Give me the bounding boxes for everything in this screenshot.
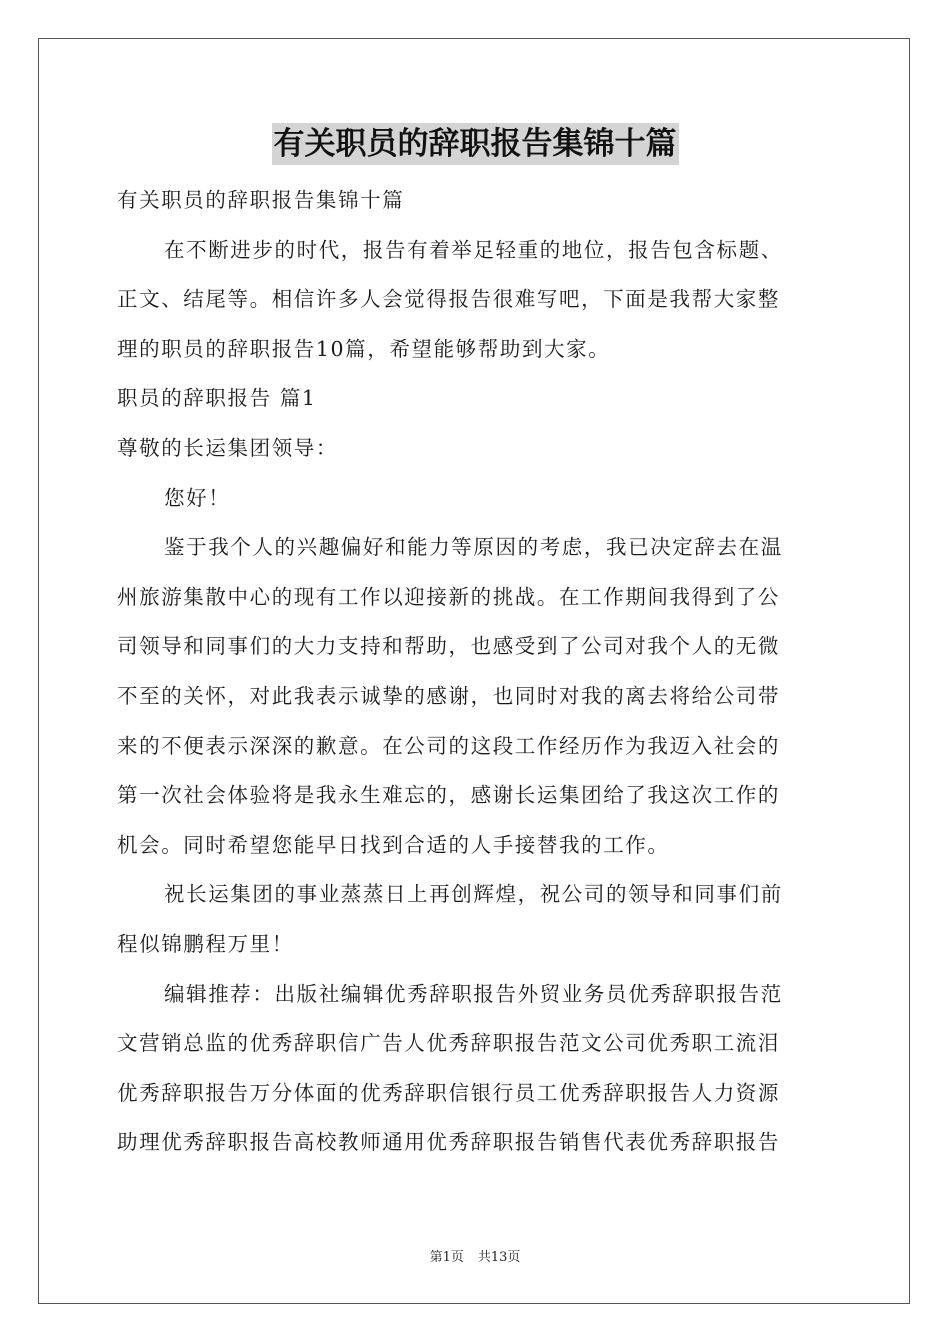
- document-body: [117, 176, 833, 1168]
- paragraph-line: 在不断进步的时代，报告有着举足轻重的地位，报告包含标题、: [164, 237, 783, 262]
- paragraph-line: 鉴于我个人的兴趣偏好和能力等原因的考虑，我已决定辞去在温: [164, 535, 783, 560]
- paragraph-line: 理的职员的辞职报告10篇，希望能够帮助到大家。: [117, 336, 611, 361]
- greeting: 您好！: [164, 485, 231, 510]
- paragraph-line: 来的不便表示深深的歉意。在公司的这段工作经历作为我迈入社会的: [117, 733, 780, 758]
- title-container: [0, 123, 950, 165]
- paragraph-line: 正文、结尾等。相信许多人会觉得报告很难写吧，下面是我帮大家整: [117, 287, 780, 312]
- page-number: 第1页: [429, 1250, 464, 1265]
- recommendation-line: 编辑推荐：出版社编辑优秀辞职报告外贸业务员优秀辞职报告范: [164, 981, 783, 1006]
- paragraph-line: 祝长运集团的事业蒸蒸日上再创辉煌，祝公司的领导和同事们前: [164, 882, 783, 907]
- section-heading: 职员的辞职报告 篇1: [117, 386, 317, 411]
- recommendation-line: 优秀辞职报告万分体面的优秀辞职信银行员工优秀辞职报告人力资源: [117, 1080, 780, 1105]
- subtitle-line: 有关职员的辞职报告集锦十篇: [117, 188, 405, 212]
- salutation: 尊敬的长运集团领导：: [117, 435, 338, 460]
- paragraph-line: 州旅游集散中心的现有工作以迎接新的挑战。在工作期间我得到了公: [117, 584, 780, 609]
- paragraph-line: 程似锦鹏程万里！: [117, 931, 294, 956]
- recommendation-line: 助理优秀辞职报告高校教师通用优秀辞职报告销售代表优秀辞职报告: [117, 1130, 780, 1155]
- paragraph-line: 第一次社会体验将是我永生难忘的，感谢长运集团给了我这次工作的: [117, 783, 780, 808]
- page-footer: [0, 1246, 950, 1265]
- paragraph-line: 不至的关怀，对此我表示诚挚的感谢，也同时对我的离去将给公司带: [117, 683, 780, 708]
- recommendation-line: 文营销总监的优秀辞职信广告人优秀辞职报告范文公司优秀职工流泪: [117, 1031, 780, 1056]
- paragraph-line: 机会。同时希望您能早日找到合适的人手接替我的工作。: [117, 832, 670, 857]
- page-total: 共13页: [477, 1250, 521, 1265]
- paragraph-line: 司领导和同事们的大力支持和帮助，也感受到了公司对我个人的无微: [117, 634, 780, 659]
- document-title: 有关职员的辞职报告集锦十篇: [272, 123, 679, 165]
